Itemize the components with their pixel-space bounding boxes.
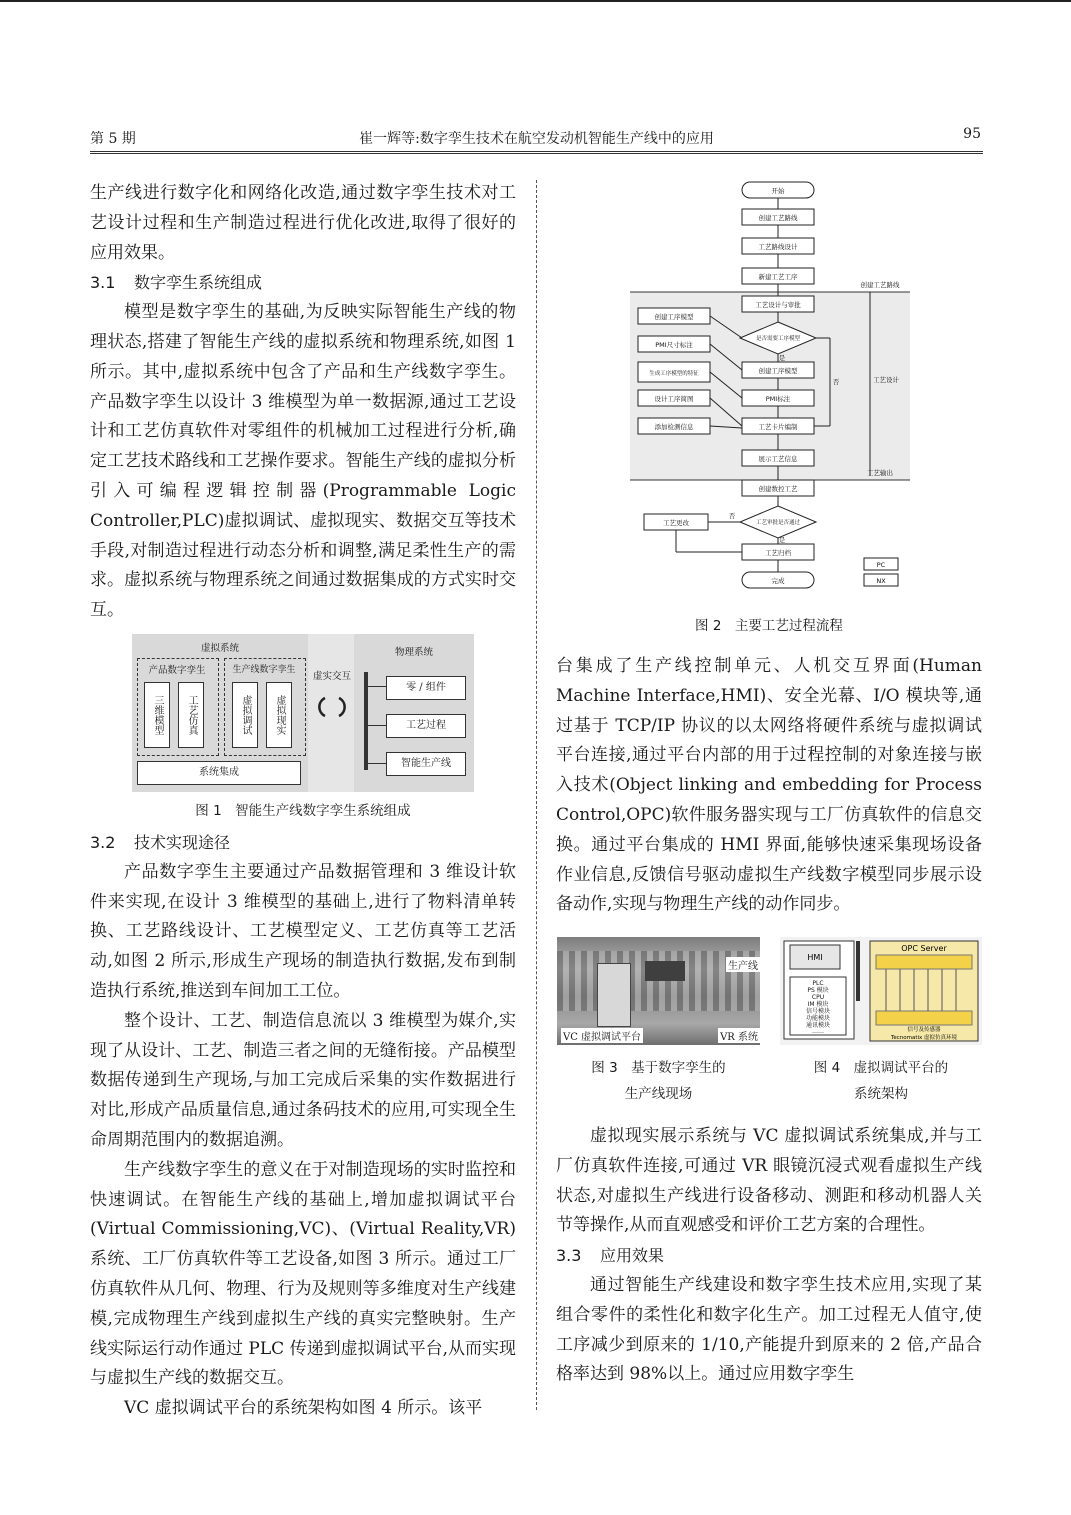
flow-node: 工艺归档 xyxy=(765,549,791,557)
section-title: 技术实现途径 xyxy=(134,833,231,852)
paragraph: 模型是数字孪生的基础,为反映实际智能生产线的物理状态,搭建了智能生产线的虚拟系统和物理系统,如图 1 所示。其中,虚拟系统中包含了产品和生产线数字孪生。产品数字孪生以设计 3 维模型为单一数据源,通过工艺设计和工艺仿真软件对零组件的机械加工过程进行分析,确定工艺技术路线和工艺操作要求。智能生产线的虚拟分析引入可编程逻辑控制器(Programmable Logic Controller,PLC)虚拟调试、虚拟现实、数据交互等技术手段,对制造过程进行动态分析和调整,满足柔性生产的需求。虚拟系统与物理系统之间通过数据集成的方式实时交互。 xyxy=(90,302,516,621)
section-heading-3-3 xyxy=(556,1241,982,1271)
flow-node: 工艺设计与审批 xyxy=(755,301,801,309)
branch-yes: 是 xyxy=(778,536,786,544)
branch-no: 否 xyxy=(728,512,736,520)
module-label: …… xyxy=(812,1028,824,1035)
module-label: 信号模块 xyxy=(805,1008,831,1015)
model-3d-box: 三维模型 xyxy=(144,682,170,748)
section-number: 3.2 xyxy=(90,833,116,852)
running-title: 崔一辉等:数字孪生技术在航空发动机智能生产线中的应用 xyxy=(359,131,714,147)
module-label: PS 模块 xyxy=(807,987,829,994)
smart-line-box: 智能生产线 xyxy=(386,752,466,776)
figure-3-caption xyxy=(557,1055,760,1107)
sync-arrows-icon xyxy=(317,692,347,722)
paragraph: 生产线进行数字化和网络化改造,通过数字孪生技术对工艺设计过程和生产制造过程进行优化改进,取得了很好的应用效果。 xyxy=(90,183,516,263)
connector xyxy=(368,725,386,726)
module-label: 通讯模块 xyxy=(805,1022,831,1029)
figure-2-caption: 图 2 主要工艺过程流程 xyxy=(695,618,843,634)
zone-label: 创建工艺路线 xyxy=(860,281,900,289)
vc-cabinet-image xyxy=(597,963,631,1027)
flow-end: 完成 xyxy=(771,577,785,585)
virtual-reality-box: 虚拟现实 xyxy=(266,682,292,748)
flow-node: 新建工艺工序 xyxy=(758,273,798,281)
product-twin-label: 产品数字孪生 xyxy=(148,665,206,676)
figure-1 xyxy=(132,634,474,792)
photo-label-vc: VC 虚拟调试平台 xyxy=(561,1028,643,1043)
caption-line: 系统架构 xyxy=(854,1086,908,1102)
physical-system-label: 物理系统 xyxy=(394,647,433,658)
legend-pc: PC xyxy=(876,561,886,569)
flow-side-node: 创建工序模型 xyxy=(654,313,694,321)
paragraph: 整个设计、工艺、制造信息流以 3 维模型为媒介,实现了从设计、工艺、制造三者之间的无缝衔接。产品模型数据传递到生产现场,与加工完成后采集的实作数据进行对比,形成产品质量信息,通过条码技术的应用,可实现全生命周期范围内的数据追溯。 xyxy=(90,1010,516,1150)
paragraph: VC 虚拟调试平台的系统架构如图 4 所示。该平 xyxy=(124,1398,483,1419)
monitor-image xyxy=(645,961,685,981)
flow-node: 创建工序模型 xyxy=(758,367,798,375)
caption-line: 生产线现场 xyxy=(624,1086,693,1102)
line-twin-label: 生产线数字孪生 xyxy=(232,665,296,675)
right-column-bottom xyxy=(556,1122,982,1390)
page-header xyxy=(90,126,983,150)
exchange-label: 虚实交互 xyxy=(312,671,351,682)
flow-decision: 工艺审批是否通过 xyxy=(755,520,801,526)
section-title: 数字孪生系统组成 xyxy=(134,273,263,293)
plc-label: PLC xyxy=(812,980,824,987)
virtual-debug-box: 虚拟调试 xyxy=(232,682,258,748)
figure-4-caption xyxy=(780,1055,982,1107)
section-heading-3-1 xyxy=(90,268,516,298)
flow-node: 工艺路线设计 xyxy=(758,243,798,251)
left-column-bottom xyxy=(90,828,516,1424)
zone-label: 工艺设计 xyxy=(873,376,899,384)
flow-rework: 工艺更改 xyxy=(663,519,689,527)
flow-start: 开始 xyxy=(771,187,785,195)
left-column-top xyxy=(90,179,516,626)
module-label: IM 模块 xyxy=(807,1001,829,1008)
virtual-system-label: 虚拟系统 xyxy=(200,643,239,654)
module-label: CPU xyxy=(811,994,825,1001)
figure-4-architecture xyxy=(780,937,982,1045)
page-number: 95 xyxy=(963,126,981,142)
figure-3-photo xyxy=(557,937,760,1045)
module-label: 功能模块 xyxy=(805,1015,831,1022)
section-number: 3.3 xyxy=(556,1246,582,1266)
branch-yes: 是 xyxy=(778,354,786,362)
issue-number: 第 5 期 xyxy=(90,131,136,147)
header-rule xyxy=(90,151,983,154)
opc-server-label: OPC Server xyxy=(901,944,947,953)
flow-side-node: 生成工序模型的特征 xyxy=(649,371,699,377)
connector xyxy=(368,763,386,764)
sensor-label: 信号及传感器 xyxy=(907,1027,941,1033)
caption-line: 图 4 虚拟调试平台的 xyxy=(813,1060,949,1076)
section-heading-3-2 xyxy=(90,828,516,858)
section-title: 应用效果 xyxy=(600,1246,665,1266)
parts-box: 零 / 组件 xyxy=(386,676,466,700)
connector xyxy=(368,686,386,687)
legend-nx: NX xyxy=(876,577,886,585)
flow-node: 工艺卡片编制 xyxy=(758,423,798,431)
zone-label: 工艺输出 xyxy=(867,469,893,477)
figure-1-caption: 图 1 智能生产线数字孪生系统组成 xyxy=(195,803,411,819)
column-divider xyxy=(536,180,537,1410)
flow-side-node: 添加检测信息 xyxy=(654,423,694,431)
paragraph: 虚拟现实展示系统与 VC 虚拟调试系统集成,并与工厂仿真软件连接,可通过 VR 眼镜沉浸式观看虚拟生产线状态,对虚拟生产线进行设备移动、测距和移动机器人关节等操作,从而直观感受和评价工艺方案的合理性。 xyxy=(556,1126,982,1236)
flow-node: 创建工艺路线 xyxy=(758,214,798,222)
flow-decision: 是否需要工序模型 xyxy=(755,336,801,342)
photo-label-vr: VR 系统 xyxy=(718,1028,760,1043)
process-box: 工艺过程 xyxy=(386,714,466,738)
tecnomatix-label: Tecnomatix 虚拟仿真环境 xyxy=(890,1035,958,1041)
section-number: 3.1 xyxy=(90,273,116,293)
caption-line: 图 3 基于数字孪生的 xyxy=(591,1060,726,1076)
figure-2-flowchart xyxy=(630,176,910,596)
top-border xyxy=(0,0,1071,2)
flow-node: 创建数控工艺 xyxy=(758,485,798,493)
flow-node: 展示工艺信息 xyxy=(758,455,798,463)
flow-side-node: 设计工序简图 xyxy=(654,395,694,403)
branch-no: 否 xyxy=(832,378,840,386)
paragraph: 台集成了生产线控制单元、人机交互界面(Human Machine Interface,HMI)、安全光幕、I/O 模块等,通过基于 TCP/IP 协议的以太网络将硬件系统与虚拟调试平台连接,通过平台内部的用于过程控制的对象连接与嵌入技术(Object linking and embedding for Process Control,OPC)软件服务器实现与工厂仿真软件的信息交换。通过平台集成的 HMI 界面,能够快速采集现场设备作业信息,反馈信号驱动虚拟生产线数字模型同步展示设备动作,实现与物理生产线的动作同步。 xyxy=(556,656,982,915)
paragraph: 通过智能生产线建设和数字孪生技术应用,实现了某组合零件的柔性化和数字化生产。加工过程无人值守,使工序减少到原来的 1/10,产能提升到原来的 2 倍,产品合格率达到 98%以上。通过应用数字孪生 xyxy=(556,1274,982,1385)
hmi-label: HMI xyxy=(807,953,823,962)
right-column-top xyxy=(556,652,982,920)
flow-side-node: PMI尺寸标注 xyxy=(655,341,693,349)
flow-node: PMI标注 xyxy=(765,395,791,403)
process-sim-box: 工艺仿真 xyxy=(178,682,204,748)
paragraph: 生产线数字孪生的意义在于对制造现场的实时监控和快速调试。在智能生产线的基础上,增加虚拟调试平台(Virtual Commissioning,VC)、(Virtual Reality,VR)系统、工厂仿真软件等工艺设备,如图 3 所示。通过工厂仿真软件从几何、物理、行为及规则等多维度对生产线建模,完成物理生产线到虚拟生产线的真实完整映射。生产线实际运行动作通过 PLC 传递到虚拟调试平台,从而实现与虚拟生产线的数据交互。 xyxy=(90,1159,516,1389)
paragraph: 产品数字孪生主要通过产品数据管理和 3 维设计软件来实现,在设计 3 维模型的基础上,进行了物料清单转换、工艺路线设计、工艺模型定义、工艺仿真等工艺活动,如图 2 所示,形成生产现场的制造执行数据,发布到制造执行系统,推送到车间加工工位。 xyxy=(90,861,516,1001)
system-integration-box: 系统集成 xyxy=(137,761,301,785)
photo-label-line: 生产线 xyxy=(726,957,760,972)
